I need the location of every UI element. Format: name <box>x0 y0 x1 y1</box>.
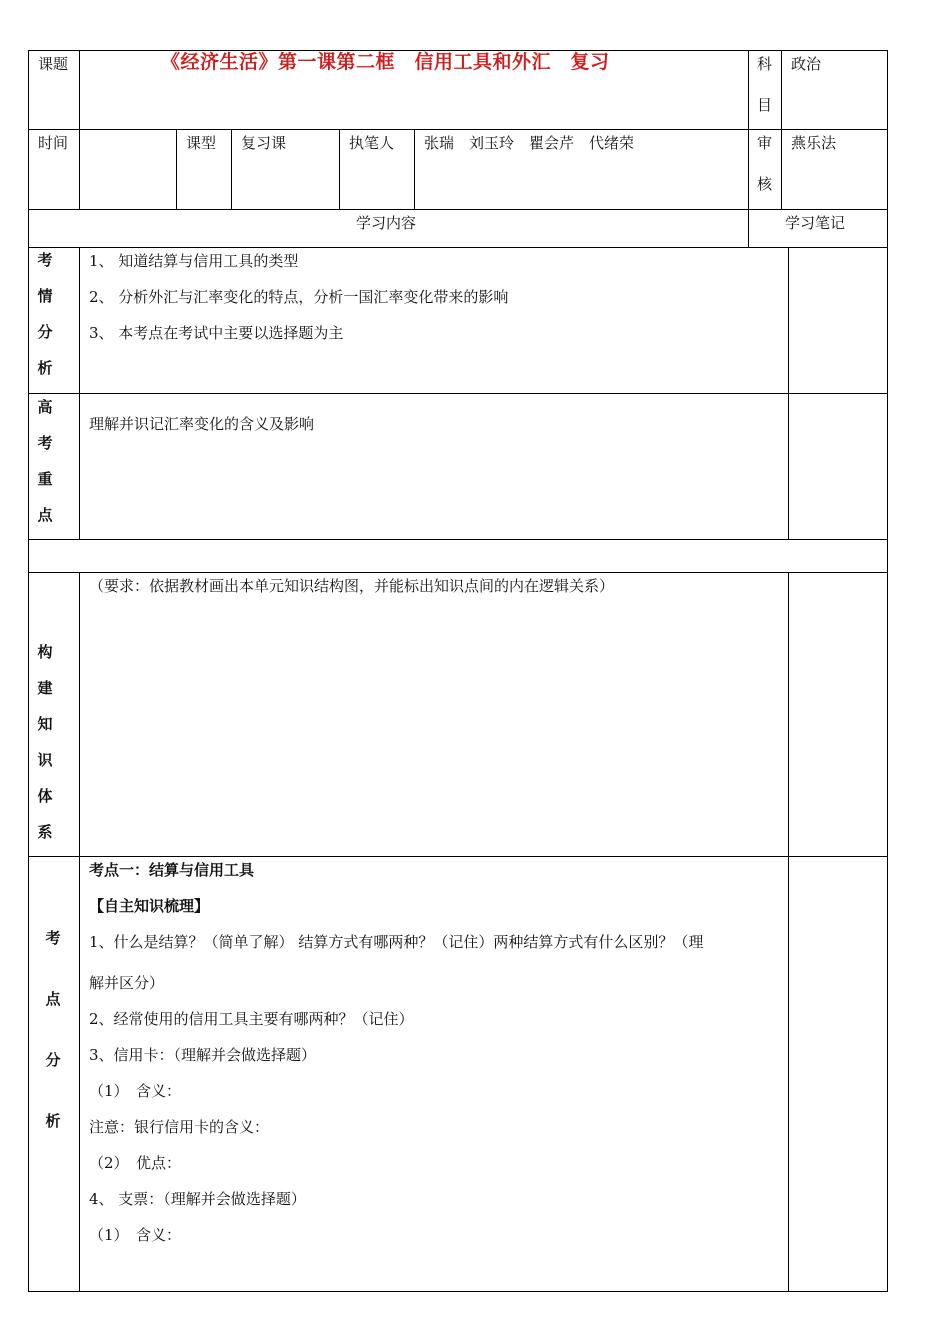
subject-value: 政治 <box>791 55 822 73</box>
list-item: 3、 本考点在考试中主要以选择题为主 <box>89 324 344 342</box>
review-label-1: 审 <box>757 134 773 152</box>
list-item: 4、 支票：（理解并会做选择题） <box>89 1190 306 1208</box>
points-label: 考 点 分 析 <box>45 929 61 1130</box>
analysis-label: 考 情 分 析 <box>37 251 53 377</box>
build-label: 构 建 知 识 体 系 <box>37 643 53 841</box>
subject-label-2: 目 <box>757 96 773 114</box>
notes-header: 学习笔记 <box>785 214 846 232</box>
focus-label: 高 考 重 点 <box>37 398 53 524</box>
type-label: 课型 <box>186 134 217 152</box>
topic-label: 课题 <box>38 55 69 73</box>
list-item: （1） 含义： <box>89 1082 182 1100</box>
content-header: 学习内容 <box>356 214 417 232</box>
review-value: 燕乐法 <box>791 134 837 152</box>
list-item: 解并区分） <box>89 974 165 992</box>
time-label: 时间 <box>38 134 69 152</box>
list-item: （2） 优点： <box>89 1154 182 1172</box>
points-subheading: 【自主知识梳理】 <box>89 897 210 915</box>
list-item: （1） 含义： <box>89 1226 182 1244</box>
page-title: 《经济生活》第一课第二框 信用工具和外汇 复习 <box>161 51 610 73</box>
list-item: 1、 知道结算与信用工具的类型 <box>89 252 299 270</box>
list-item: 2、经常使用的信用工具主要有哪两种？（记住） <box>89 1010 414 1028</box>
points-heading: 考点一：结算与信用工具 <box>89 861 255 879</box>
list-item: 3、信用卡：（理解并会做选择题） <box>89 1046 317 1064</box>
list-item: 注意：银行信用卡的含义： <box>89 1118 270 1136</box>
list-item: （要求：依据教材画出本单元知识结构图，并能标出知识点间的内在逻辑关系） <box>89 577 615 595</box>
list-item: 2、 分析外汇与汇率变化的特点，分析一国汇率变化带来的影响 <box>89 288 509 306</box>
review-label-2: 核 <box>757 175 773 193</box>
type-value: 复习课 <box>241 134 287 152</box>
subject-label-1: 科 <box>757 55 773 73</box>
list-item: 1、什么是结算？（简单了解） 结算方式有哪两种？（记住）两种结算方式有什么区别？（理 <box>89 933 704 951</box>
author-label: 执笔人 <box>349 134 395 152</box>
author-value: 张瑞 刘玉玲 瞿会芹 代绪荣 <box>424 134 635 152</box>
list-item: 理解并识记汇率变化的含义及影响 <box>89 415 315 433</box>
